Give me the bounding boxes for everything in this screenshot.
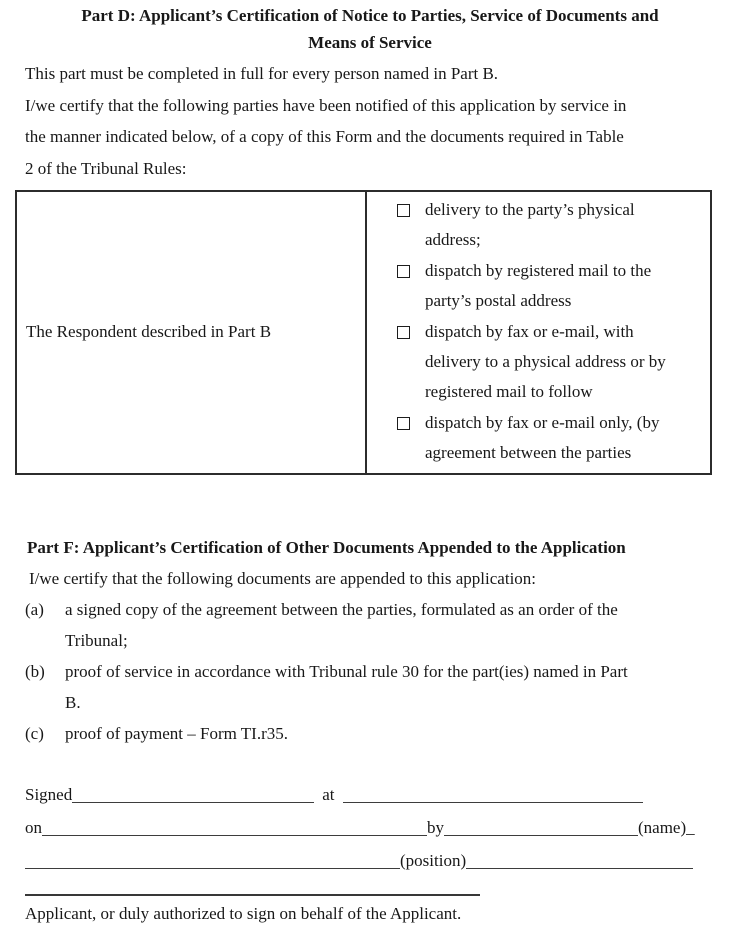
table-cell-party	[17, 192, 365, 473]
part-d-certification-line2: the manner indicated below, of a copy of this Form and the documents required in Table	[25, 127, 624, 146]
service-option-fax-email-only	[397, 408, 698, 469]
service-option-physical-delivery	[397, 195, 698, 256]
signature-rule-line[interactable]	[25, 894, 480, 896]
by-label: by	[427, 817, 444, 837]
part-d-instruction: This part must be completed in full for every person named in Part B.	[25, 64, 499, 83]
position-blank-field-right[interactable]	[466, 856, 693, 869]
option-label: dispatch by registered mail to the	[425, 260, 652, 280]
on-label: on	[25, 817, 42, 837]
checkbox-fax-email-only[interactable]	[397, 417, 410, 430]
checkbox-fax-email-with-followup[interactable]	[397, 326, 410, 339]
name-label: (name)_	[638, 817, 695, 837]
part-d-certification-line1: I/we certify that the following parties have been notified of this application by service in	[25, 95, 627, 115]
item-text	[65, 594, 618, 656]
option-label: dispatch by fax or e-mail only, (by	[425, 412, 660, 432]
item-text-line: proof of service in accordance with Tribunal rule 30 for the part(ies) named in Part	[65, 662, 628, 682]
option-label: address;	[425, 230, 481, 250]
item-text-line: a signed copy of the agreement between the parties, formulated as an order of the	[65, 599, 618, 619]
item-marker: (b)	[25, 662, 45, 682]
signature-row-position	[25, 844, 715, 877]
service-option-registered-mail	[397, 256, 698, 317]
option-label: delivery to a physical address or by	[425, 352, 666, 372]
part-d-heading-line1: Part D: Applicant’s Certification of Notice to Parties, Service of Documents and	[81, 6, 659, 25]
item-text	[65, 718, 288, 749]
checkbox-physical-delivery[interactable]	[397, 204, 410, 217]
table-cell-service-options	[365, 192, 710, 473]
item-text-line: proof of payment – Form TI.r35.	[65, 724, 289, 744]
option-label: party’s postal address	[425, 291, 572, 311]
part-d-certification-line3: 2 of the Tribunal Rules:	[25, 158, 187, 178]
on-blank-field[interactable]	[42, 823, 427, 836]
position-label: (position)	[400, 850, 467, 870]
position-blank-field-left[interactable]	[25, 856, 400, 869]
checkbox-registered-mail[interactable]	[397, 265, 410, 278]
option-label: registered mail to follow	[425, 382, 593, 402]
option-label: agreement between the parties	[425, 443, 632, 463]
part-f-item-a	[25, 594, 715, 656]
at-label: at	[322, 784, 335, 804]
item-marker: (a)	[25, 599, 44, 619]
signature-row-signed-at	[25, 778, 715, 811]
part-f-heading: Part F: Applicant’s Certification of Other Documents Appended to the Application	[27, 537, 626, 557]
at-blank-field[interactable]	[343, 790, 643, 803]
part-d-heading-line2: Means of Service	[308, 33, 432, 52]
option-label: dispatch by fax or e-mail, with	[425, 321, 634, 341]
by-blank-field[interactable]	[444, 823, 638, 836]
item-marker: (c)	[25, 724, 44, 744]
service-option-fax-email-with-followup	[397, 317, 698, 408]
signature-row-on-by-name	[25, 811, 715, 844]
item-text-line: B.	[65, 693, 81, 713]
item-text-line: Tribunal;	[65, 630, 128, 650]
item-text	[65, 656, 628, 718]
option-label: delivery to the party’s physical	[425, 200, 635, 219]
part-f-item-b	[25, 656, 715, 718]
signed-blank-field[interactable]	[72, 790, 314, 803]
signature-block	[25, 778, 715, 927]
signature-declaration: Applicant, or duly authorized to sign on behalf of the Applicant.	[25, 903, 462, 923]
service-of-documents-table	[15, 190, 712, 475]
part-f-intro: I/we certify that the following documents are appended to this application:	[29, 568, 537, 588]
part-d-heading	[25, 2, 715, 56]
signed-label: Signed	[25, 784, 73, 804]
party-label: The Respondent described in Part B	[26, 322, 272, 342]
part-f-item-c	[25, 718, 715, 749]
